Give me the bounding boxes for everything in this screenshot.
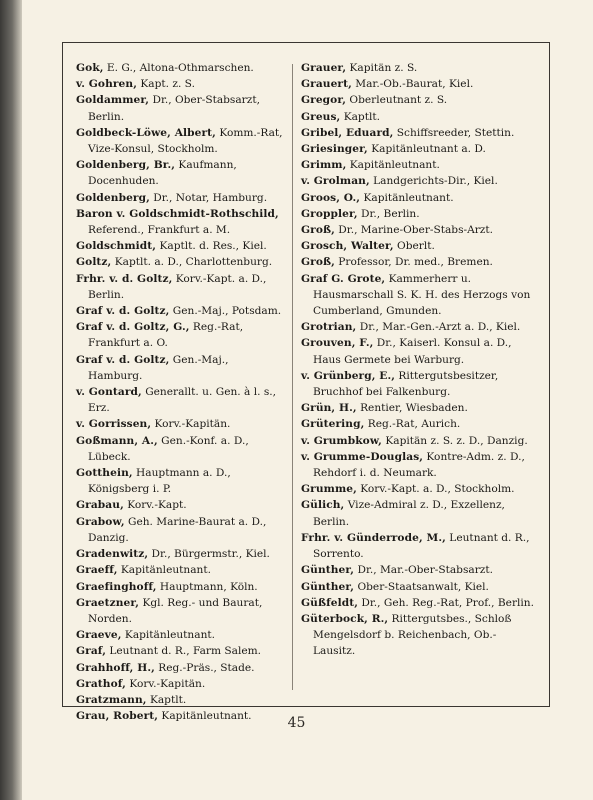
entry-name: Goldenberg, — [76, 191, 150, 204]
entry-name: Grütering, — [301, 418, 365, 431]
directory-entry — [301, 497, 537, 529]
entry-name: Groppler, — [301, 207, 358, 220]
entry-details: Dr., Bürgermstr., Kiel. — [148, 548, 270, 561]
entry-details: Reg.-Rat, Aurich. — [364, 418, 461, 431]
directory-entry — [301, 109, 537, 125]
entry-name: Baron v. Goldschmidt-Rothschild, — [76, 207, 279, 220]
entry-name: Grabow, — [76, 515, 125, 528]
entry-details: Dr., Berlin. — [357, 207, 420, 220]
entry-name: Güterbock, R., — [301, 612, 389, 625]
entry-name: Grathof, — [76, 677, 126, 690]
directory-entry — [76, 514, 284, 546]
entry-details: Korv.-Kapitän. — [125, 677, 206, 690]
directory-entry — [76, 157, 284, 189]
entry-name: Grosch, Walter, — [301, 240, 394, 253]
directory-entry — [76, 465, 284, 497]
entry-name: Goldammer, — [76, 94, 150, 107]
entry-details: Generallt. u. Gen. à l. s., Erz. — [88, 386, 276, 415]
entry-details: Schiffsreeder, Stettin. — [393, 126, 515, 139]
column-divider — [292, 64, 293, 690]
entry-details: Kapt. z. S. — [137, 78, 195, 91]
entry-name: Goltz, — [76, 256, 112, 269]
entry-details: Referend., Frankfurt a. M. — [88, 224, 231, 237]
entry-details: Kapitänleutnant. — [117, 564, 212, 577]
directory-entry — [76, 546, 284, 562]
directory-entry — [301, 173, 537, 189]
entry-name: Gotthein, — [76, 467, 133, 480]
entry-details: Landgerichts-Dir., Kiel. — [369, 175, 498, 188]
entry-details: Dr., Ober-Stabsarzt, Berlin. — [88, 94, 260, 123]
entry-details: Rittergutsbesitzer, Bruchhof bei Falkenburg. — [313, 369, 499, 399]
directory-entry — [76, 384, 284, 416]
directory-entry — [76, 676, 284, 692]
directory-entry — [76, 76, 284, 92]
entry-details: Kapitän z. S. — [346, 62, 418, 74]
directory-entry — [301, 60, 537, 76]
entry-name: Grahhoff, H., — [76, 661, 155, 674]
entry-name: Griesinger, — [301, 143, 368, 156]
entry-name: Grumme, — [301, 483, 357, 496]
entry-details: Geh. Marine-Baurat a. D., Danzig. — [88, 515, 267, 544]
directory-entry — [301, 76, 537, 92]
directory-entry — [76, 303, 284, 319]
directory-entry — [76, 60, 284, 76]
directory-entry — [301, 611, 537, 660]
directory-entry — [301, 319, 537, 335]
entry-details: Vize-Admiral z. D., Exzellenz, Berlin. — [313, 499, 505, 528]
entry-name: Gradenwitz, — [76, 548, 149, 561]
entry-details: Reg.-Rat, Frankfurt a. O. — [88, 321, 244, 350]
right-column — [301, 60, 537, 660]
directory-entry — [301, 271, 537, 320]
directory-entry — [301, 595, 537, 611]
entry-name: Graetzner, — [76, 596, 140, 609]
directory-entry — [301, 238, 537, 254]
directory-entry — [301, 157, 537, 173]
entry-name: v. Grolman, — [301, 175, 370, 188]
entry-name: Graeff, — [76, 564, 118, 577]
entry-details: Leutnant d. R., Sorrento. — [313, 531, 530, 561]
entry-details: Ober-Staatsanwalt, Kiel. — [354, 580, 489, 593]
entry-name: Graf v. d. Goltz, G., — [76, 321, 190, 334]
directory-entry — [76, 125, 284, 157]
page-number: 45 — [287, 715, 306, 731]
directory-entry — [301, 92, 537, 108]
directory-entry — [301, 254, 537, 270]
directory-entry — [301, 400, 537, 416]
directory-entry — [76, 660, 284, 676]
directory-entry — [76, 627, 284, 643]
book-binding-edge — [0, 0, 22, 800]
entry-name: Graf v. d. Goltz, — [76, 353, 170, 366]
entry-details: Komm.-Rat, Vize-Konsul, Stockholm. — [88, 126, 283, 156]
entry-details: Korv.-Kapt. — [123, 499, 187, 512]
entry-details: Kontre-Adm. z. D., Rehdorf i. d. Neumark. — [313, 450, 525, 480]
directory-entry — [76, 238, 284, 254]
directory-entry — [301, 481, 537, 497]
entry-name: v. Gontard, — [76, 386, 142, 399]
entry-name: Grauert, — [301, 78, 352, 91]
entry-details: Kapitänleutnant. — [158, 710, 252, 723]
entry-name: Goldenberg, Br., — [76, 159, 176, 172]
entry-details: Oberlt. — [393, 240, 435, 253]
entry-name: Grouven, F., — [301, 337, 374, 350]
entry-details: Kaptlt. — [146, 693, 187, 706]
directory-entry — [76, 497, 284, 513]
entry-details: Reg.-Präs., Stade. — [154, 661, 255, 674]
entry-name: Groß, — [301, 256, 335, 269]
directory-entry — [76, 319, 284, 351]
entry-name: Graeve, — [76, 629, 122, 642]
entry-details: Gen.-Konf. a. D., Lübeck. — [88, 434, 249, 463]
directory-entry — [301, 190, 537, 206]
entry-details: Gen.-Maj., Potsdam. — [169, 305, 282, 318]
entry-details: Dr., Marine-Ober-Stabs-Arzt. — [334, 224, 494, 237]
entry-name: Graf, — [76, 645, 107, 658]
entry-name: Goldschmidt, — [76, 240, 157, 253]
entry-name: v. Grünberg, E., — [301, 369, 396, 382]
entry-details: Kaptlt. — [340, 110, 380, 123]
directory-entry — [301, 530, 537, 562]
entry-name: Gülich, — [301, 499, 345, 512]
entry-name: Güßfeldt, — [301, 596, 359, 609]
directory-entry — [76, 92, 284, 124]
entry-name: Groß, — [301, 224, 335, 237]
entry-name: Gratzmann, — [76, 693, 147, 706]
entry-name: Günther, — [301, 580, 355, 593]
directory-entry — [301, 579, 537, 595]
directory-entry — [301, 206, 537, 222]
entry-name: Greus, — [301, 110, 341, 123]
entry-name: Günther, — [301, 564, 355, 577]
entry-details: Kapitänleutnant. — [346, 159, 440, 172]
directory-entry — [76, 416, 284, 432]
entry-name: Grabau, — [76, 499, 124, 512]
directory-entry — [301, 125, 537, 141]
directory-entry — [301, 335, 537, 367]
entry-name: Grauer, — [301, 62, 347, 74]
directory-entry — [76, 190, 284, 206]
entry-details: Professor, Dr. med., Bremen. — [334, 256, 493, 269]
directory-entry — [76, 271, 284, 303]
directory-entry — [76, 254, 284, 270]
directory-entry — [76, 206, 284, 238]
entry-details: Kapitänleutnant. — [121, 629, 216, 642]
entry-details: Rittergutsbes., Schloß Mengelsdorf b. Reichenbach, Ob.-Lausitz. — [313, 612, 512, 658]
entry-name: Graefinghoff, — [76, 580, 157, 593]
entry-details: Hauptmann, Köln. — [156, 580, 258, 593]
entry-name: Grimm, — [301, 159, 347, 172]
entry-name: Grün, H., — [301, 402, 357, 415]
entry-name: Goßmann, A., — [76, 434, 158, 447]
entry-name: Frhr. v. d. Goltz, — [76, 272, 173, 285]
directory-entry — [76, 562, 284, 578]
directory-entry — [301, 368, 537, 400]
directory-entry — [76, 643, 284, 659]
entry-name: Gribel, Eduard, — [301, 126, 394, 139]
directory-entry — [301, 562, 537, 578]
left-column — [76, 60, 284, 724]
entry-name: Goldbeck-Löwe, Albert, — [76, 126, 216, 139]
entry-details: Korv.-Kapt. a. D., Berlin. — [88, 272, 267, 301]
entry-details: Dr., Geh. Reg.-Rat, Prof., Berlin. — [358, 596, 534, 609]
entry-name: v. Gohren, — [76, 78, 137, 91]
entry-details: Leutnant d. R., Farm Salem. — [106, 645, 262, 658]
entry-details: Korv.-Kapitän. — [151, 418, 231, 431]
entry-name: Graf G. Grote, — [301, 272, 386, 285]
entry-details: Kaufmann, Docenhuden. — [88, 159, 237, 188]
directory-entry — [301, 449, 537, 481]
directory-entry — [76, 433, 284, 465]
entry-details: Kgl. Reg.- und Baurat, Norden. — [88, 596, 263, 625]
entry-details: Rentier, Wiesbaden. — [356, 402, 468, 415]
entry-name: Grotrian, — [301, 321, 357, 334]
entry-details: Dr., Kaiserl. Konsul a. D., Haus Germete bei Warburg. — [313, 337, 512, 366]
directory-entry — [76, 579, 284, 595]
entry-name: Grau, Robert, — [76, 710, 159, 723]
directory-entry — [76, 352, 284, 384]
entry-details: Kaptlt. d. Res., Kiel. — [156, 240, 267, 253]
entry-details: Dr., Mar.-Gen.-Arzt a. D., Kiel. — [356, 321, 521, 334]
entry-details: E. G., Altona-Othmarschen. — [103, 62, 254, 74]
directory-entry — [76, 595, 284, 627]
directory-entry — [301, 222, 537, 238]
entry-details: Kapitänleutnant a. D. — [367, 143, 486, 156]
entry-details: Gen.-Maj., Hamburg. — [88, 353, 229, 382]
entry-details: Mar.-Ob.-Baurat, Kiel. — [351, 78, 474, 91]
directory-entry — [76, 692, 284, 708]
entry-details: Hauptmann a. D., Königsberg i. P. — [88, 467, 231, 496]
directory-entry — [301, 433, 537, 449]
entry-details: Kapitänleutnant. — [360, 191, 454, 204]
entry-details: Korv.-Kapt. a. D., Stockholm. — [356, 483, 515, 496]
entry-name: Frhr. v. Günderrode, M., — [301, 531, 446, 544]
entry-name: Graf v. d. Goltz, — [76, 305, 170, 318]
entry-details: Dr., Notar, Hamburg. — [149, 191, 268, 204]
entry-name: Gok, — [76, 62, 104, 74]
entry-name: v. Gorrissen, — [76, 418, 152, 431]
entry-details: Oberleutnant z. S. — [346, 94, 448, 107]
entry-details: Dr., Mar.-Ober-Stabsarzt. — [354, 564, 493, 577]
directory-entry — [301, 141, 537, 157]
entry-name: Gregor, — [301, 94, 347, 107]
entry-name: v. Grumbkow, — [301, 434, 382, 447]
entry-details: Kaptlt. a. D., Charlottenburg. — [111, 256, 273, 269]
entry-name: Groos, O., — [301, 191, 361, 204]
entry-name: v. Grumme-Douglas, — [301, 450, 424, 463]
directory-entry — [301, 416, 537, 432]
entry-details: Kapitän z. S. z. D., Danzig. — [381, 434, 528, 447]
entry-details: Kammerherr u. Hausmarschall S. K. H. des Herzogs von Cumberland, Gmunden. — [313, 272, 531, 318]
